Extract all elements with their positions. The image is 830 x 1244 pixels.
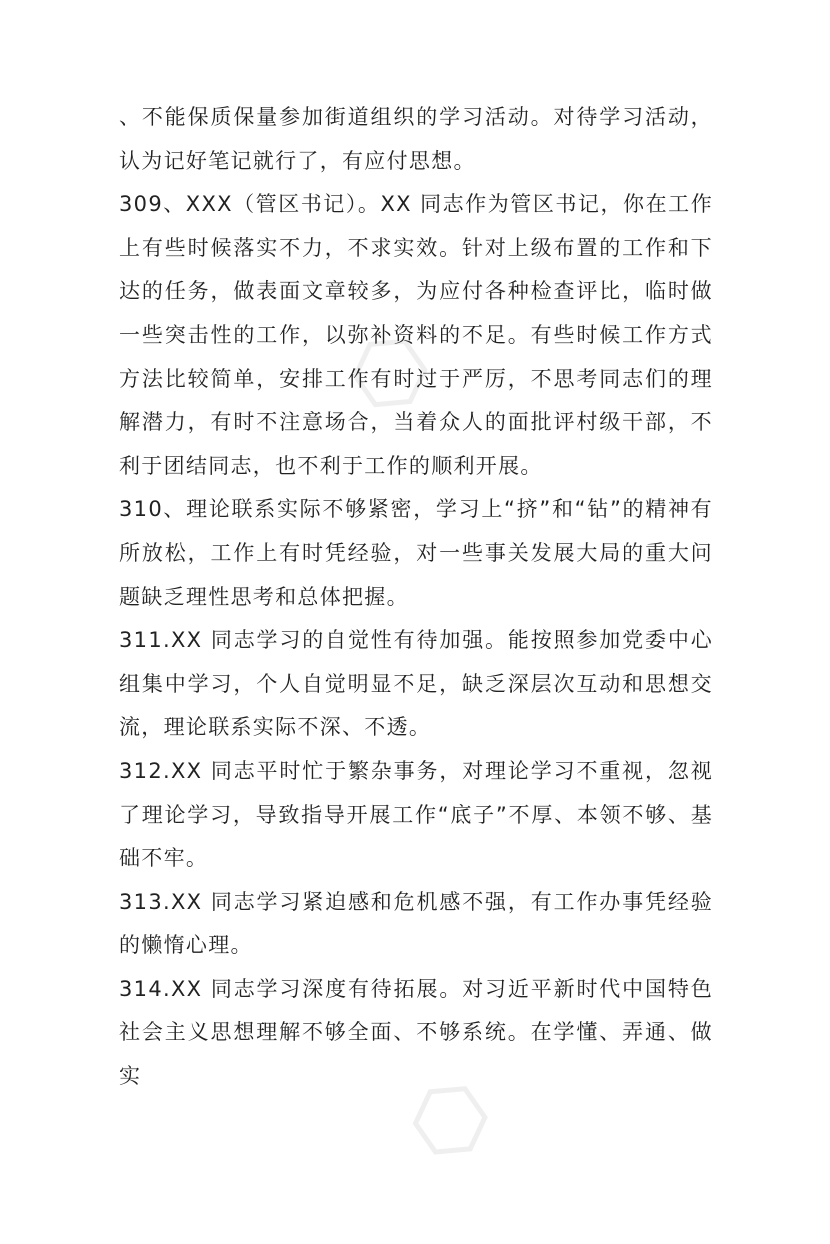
paragraph-312: 312.XX 同志平时忙于繁杂事务，对理论学习不重视，忽视了理论学习，导致指导开展工作“底子”不厚、本领不够、基础不牢。 — [119, 758, 713, 871]
paragraph-309: 309、XXX（管区书记）。XX 同志作为管区书记，你在工作上有些时候落实不力，不求实效。针对上级布置的工作和下达的任务，做表面文章较多，为应付各种检查评比，临时做一些突击性的工作，以弥补资料的不足。有些时候工作方式方法比较简单，安排工作有时过于严厉，不思考同志们的理解潜力，有时不注意场合，当着众人的面批评村级干部，不利于团结同志，也不利于工作的顺利开展。 — [119, 192, 713, 478]
paragraph-311: 311.XX 同志学习的自觉性有待加强。能按照参加党委中心组集中学习，个人自觉明显不足，缺乏深层次互动和思想交流，理论联系实际不深、不透。 — [119, 628, 713, 740]
watermark-bottom: ⬡ — [387, 1054, 513, 1186]
paragraph-313: 313.XX 同志学习紧迫感和危机感不强，有工作办事凭经验的懒惰心理。 — [119, 889, 713, 958]
paragraph-continuation: 、不能保质保量参加街道组织的学习活动。对待学习活动，认为记好笔记就行了，有应付思想。 — [119, 105, 713, 173]
document-body — [119, 96, 713, 1099]
watermark: ⬡ — [327, 306, 452, 438]
paragraph-310: 310、理论联系实际不够紧密，学习上“挤”和“钻”的精神有所放松，工作上有时凭经验，对一些事关发展大局的重大问题缺乏理性思考和总体把握。 — [119, 497, 713, 609]
paragraph-314: 314.XX 同志学习深度有待拓展。对习近平新时代中国特色社会主义思想理解不够全面、不够系统。在学懂、弄通、做实 — [119, 976, 713, 1089]
